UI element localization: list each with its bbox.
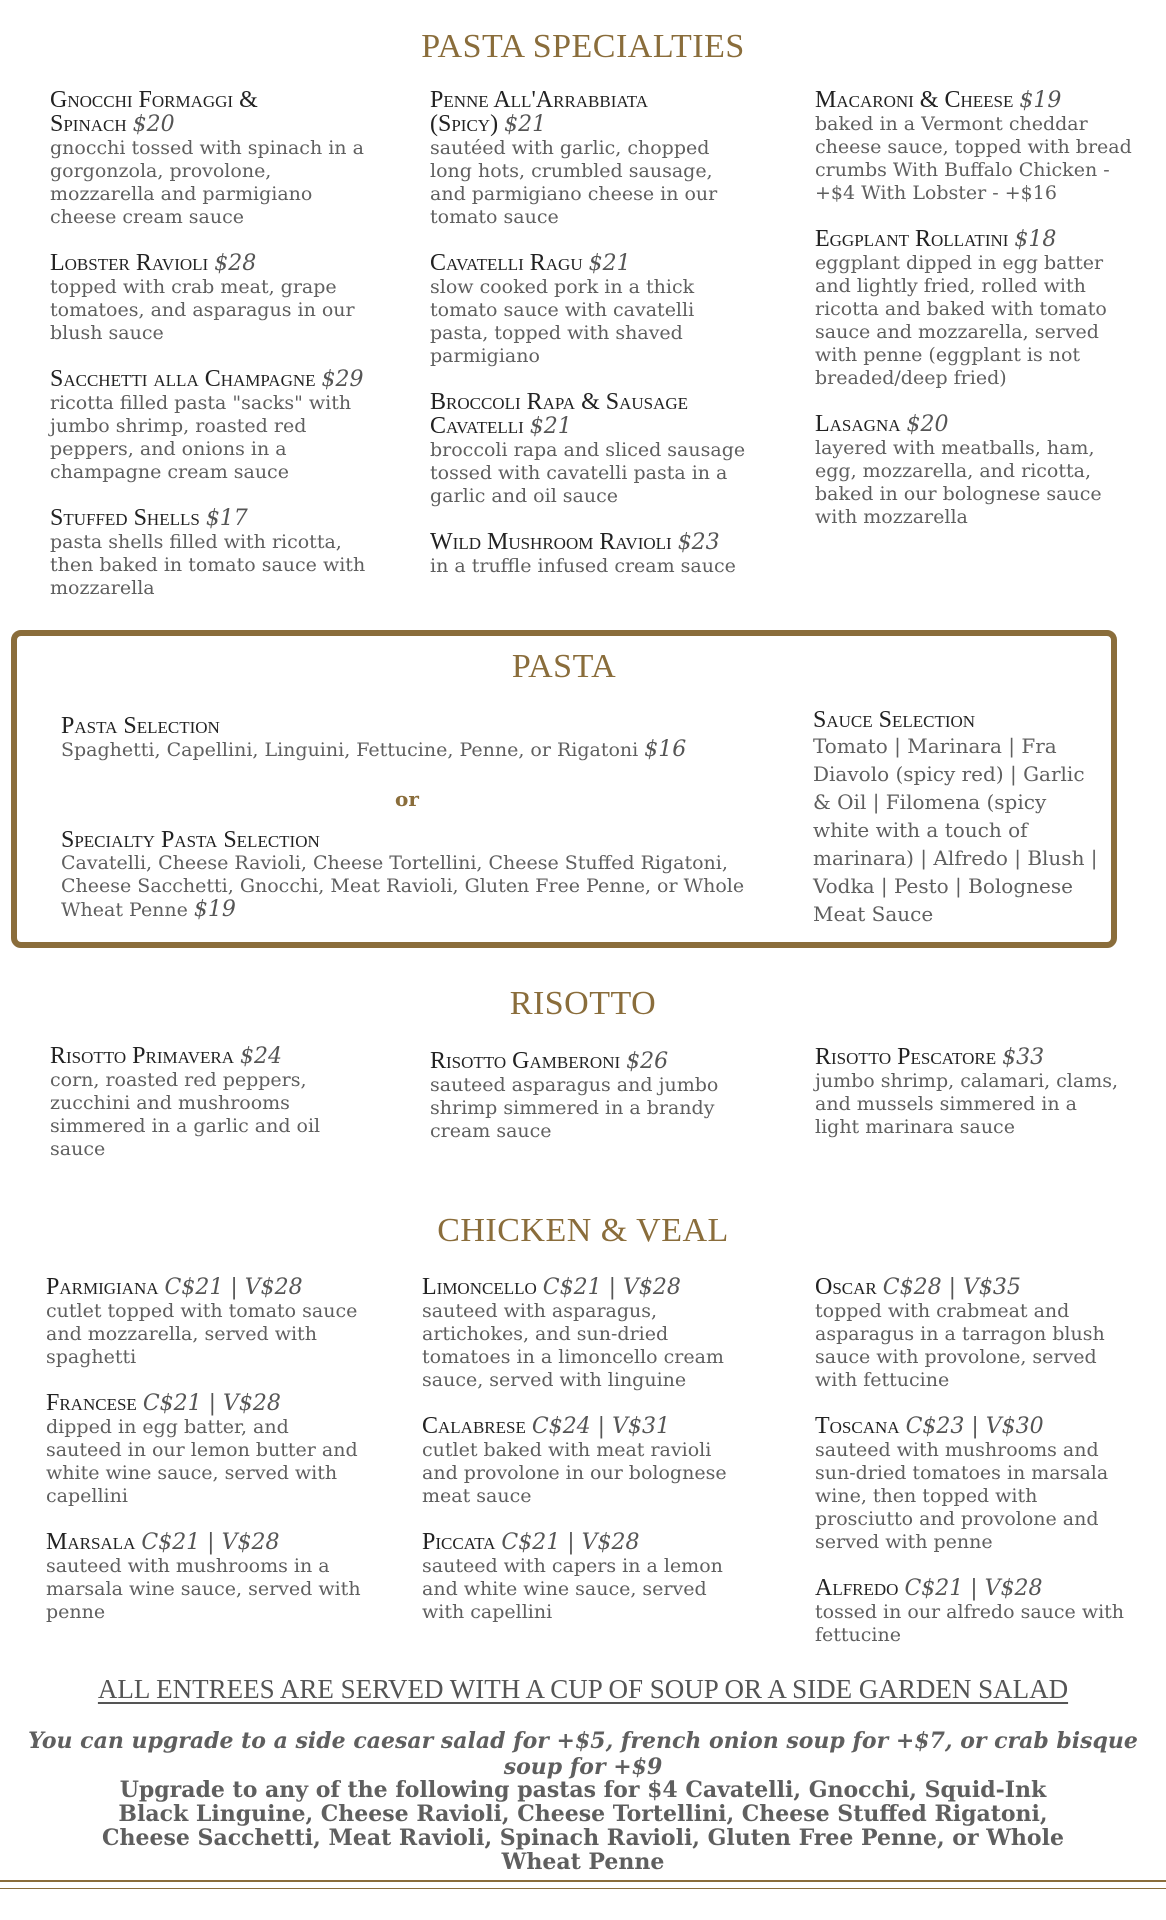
item-desc: baked in a Vermont cheddar cheese sauce, topped with bread crumbs With Buffalo Chicken - +$4 With Lobster - +$16 [815, 113, 1132, 204]
menu-item [430, 530, 750, 578]
menu-item [815, 1275, 1135, 1392]
item-desc: ricotta filled pasta "sacks" with jumbo shrimp, roasted red peppers, and onions in a champagne cream sauce [50, 392, 352, 483]
menu-item [430, 390, 750, 508]
item-name: Cavatelli Ragu [430, 250, 583, 276]
or-label: or [395, 787, 419, 811]
item-desc: slow cooked pork in a thick tomato sauce with cavatelli pasta, topped with shaved parmigiano [430, 276, 695, 367]
menu-item [430, 251, 750, 368]
item-price: $33 [1002, 1045, 1045, 1070]
item-desc: jumbo shrimp, calamari, clams, and mussels simmered in a light marinara sauce [815, 1070, 1118, 1138]
chicken-veal-col2 [422, 1275, 742, 1646]
item-price: $18 [1014, 227, 1057, 252]
pasta-upgrade-note: Upgrade to any of the following pastas for $4 Cavatelli, Gnocchi, Squid-Ink Black Linguine, Cheese Ravioli, Cheese Tortellini, Cheese Stuffed Rigatoni, Cheese Sacchetti, Meat Ravioli, Spinach Ravioli, Gluten Free Penne, or Whole Wheat Penne [102, 1777, 1064, 1875]
pasta-selection-desc [61, 738, 761, 762]
specialty-pasta-name: Specialty Pasta Selection [61, 827, 320, 853]
item-desc: corn, roasted red peppers, zucchini and mushrooms simmered in a garlic and oil sauce [50, 1069, 321, 1160]
item-price: $26 [626, 1049, 669, 1074]
menu-item [422, 1275, 742, 1392]
item-name: Lasagna [815, 411, 901, 437]
chicken-veal-col3 [815, 1275, 1135, 1669]
item-name: Calabrese [422, 1413, 526, 1439]
upgrade-note: You can upgrade to a side caesar salad for +$5, french onion soup for +$7, or crab bisque soup for +$9 [28, 1728, 1138, 1780]
pasta-specialties-col3 [815, 88, 1135, 551]
specialty-pasta-desc [61, 852, 761, 922]
risotto-col2 [430, 1049, 730, 1165]
pasta-specialties-title: PASTA SPECIALTIES [421, 28, 745, 65]
specialty-pasta-selection [61, 828, 761, 922]
menu-item [815, 1414, 1135, 1554]
sauce-selection-desc: Tomato | Marinara | Fra Diavolo (spicy red) | Garlic & Oil | Filomena (spicy white with a touch of marinara) | Alfredo | Blush | Vodka | Pesto | Bolognese Meat Sauce [813, 734, 1098, 926]
item-price: C$21 | V$28 [501, 1530, 640, 1555]
item-name: Limoncello [422, 1274, 537, 1300]
entrees-note: ALL ENTREES ARE SERVED WITH A CUP OF SOUP OR A SIDE GARDEN SALAD [97, 1674, 1069, 1704]
pasta-title: PASTA [511, 648, 617, 685]
pasta-specialties-col2 [430, 88, 750, 600]
item-price: $17 [205, 506, 248, 531]
item-price: $20 [906, 412, 949, 437]
risotto-title: RISOTTO [509, 985, 657, 1022]
pasta-selection-price: $16 [644, 737, 687, 762]
item-name: Broccoli Rapa & Sausage Cavatelli [430, 389, 689, 439]
pasta-selection-name: Pasta Selection [61, 713, 220, 739]
pasta-specialties-col1 [50, 88, 370, 622]
menu-item [430, 1049, 730, 1143]
chicken-veal-col1 [46, 1275, 366, 1646]
item-desc: cutlet topped with tomato sauce and mozzarella, served with spaghetti [46, 1300, 358, 1368]
menu-item [815, 412, 1135, 529]
item-name: Marsala [46, 1529, 136, 1555]
item-desc: layered with meatballs, ham, egg, mozzarella, and ricotta, baked in our bolognese sauce with mozzarella [815, 437, 1102, 528]
item-price: C$21 | V$28 [142, 1391, 281, 1416]
item-name: Penne All'Arrabbiata (Spicy) [430, 87, 649, 137]
menu-item [815, 1045, 1125, 1139]
item-price: $20 [132, 112, 175, 137]
item-name: Wild Mushroom Ravioli [430, 529, 672, 555]
item-price: $28 [214, 251, 257, 276]
specialty-pasta-price: $19 [193, 897, 236, 922]
item-desc: sauteed asparagus and jumbo shrimp simmered in a brandy cream sauce [430, 1074, 719, 1142]
item-desc: tossed in our alfredo sauce with fettucine [815, 1601, 1125, 1646]
menu-item [50, 1044, 370, 1161]
item-price: C$21 | V$28 [904, 1576, 1043, 1601]
menu-item [422, 1414, 742, 1508]
sauce-selection [813, 708, 1103, 928]
item-price: $21 [588, 251, 631, 276]
item-name: Macaroni & Cheese [815, 87, 1014, 113]
menu-item [46, 1391, 366, 1508]
item-name: Eggplant Rollatini [815, 226, 1009, 252]
menu-item [46, 1530, 366, 1624]
item-desc: in a truffle infused cream sauce [430, 555, 736, 577]
bottom-divider-thin [0, 1888, 1166, 1889]
menu-item [430, 88, 750, 229]
item-name: Oscar [815, 1274, 877, 1300]
item-desc: eggplant dipped in egg batter and lightly fried, rolled with ricotta and baked with tomato sauce and mozzarella, served with penne (eggplant is not breaded/deep fried) [815, 252, 1107, 389]
menu-item [50, 88, 370, 229]
item-price: $29 [321, 367, 364, 392]
item-price: C$21 | V$28 [542, 1275, 681, 1300]
item-price: $21 [529, 414, 572, 439]
item-name: Lobster Ravioli [50, 250, 209, 276]
menu-item [46, 1275, 366, 1369]
item-price: $21 [504, 112, 547, 137]
bottom-divider [0, 1880, 1166, 1882]
item-price: C$28 | V$35 [882, 1275, 1021, 1300]
item-desc: broccoli rapa and sliced sausage tossed with cavatelli pasta in a garlic and oil sauce [430, 439, 746, 507]
item-desc: sautéed with garlic, chopped long hots, crumbled sausage, and parmigiano cheese in our tomato sauce [430, 137, 718, 228]
item-name: Toscana [815, 1413, 900, 1439]
item-desc: topped with crab meat, grape tomatoes, and asparagus in our blush sauce [50, 276, 355, 344]
specialty-pasta-list: Cavatelli, Cheese Ravioli, Cheese Tortellini, Cheese Stuffed Rigatoni, Cheese Sacchetti, Gnocchi, Meat Ravioli, Gluten Free Penne, or Whole Wheat Penne [61, 852, 745, 921]
pasta-selection [61, 714, 761, 762]
item-desc: cutlet baked with meat ravioli and provolone in our bolognese meat sauce [422, 1439, 727, 1507]
item-name: Gnocchi Formaggi & Spinach [50, 87, 258, 137]
sauce-selection-name: Sauce Selection [813, 707, 976, 733]
item-desc: sauteed with asparagus, artichokes, and sun-dried tomatoes in a limoncello cream sauce, served with linguine [422, 1300, 724, 1391]
risotto-col1 [50, 1044, 370, 1183]
item-name: Risotto Pescatore [815, 1044, 997, 1070]
item-name: Risotto Primavera [50, 1043, 234, 1069]
item-name: Stuffed Shells [50, 505, 200, 531]
pasta-selection-box [11, 630, 1117, 948]
menu-item [50, 367, 370, 484]
item-name: Parmigiana [46, 1274, 159, 1300]
item-name: Risotto Gamberoni [430, 1048, 621, 1074]
item-name: Sacchetti alla Champagne [50, 366, 316, 392]
item-price: $19 [1019, 88, 1062, 113]
menu-item [50, 251, 370, 345]
item-name: Francese [46, 1390, 137, 1416]
item-price: $23 [677, 530, 720, 555]
item-price: C$21 | V$28 [141, 1530, 280, 1555]
item-desc: gnocchi tossed with spinach in a gorgonzola, provolone, mozzarella and parmigiano cheese cream sauce [50, 137, 364, 228]
item-name: Piccata [422, 1529, 496, 1555]
item-desc: dipped in egg batter, and sauteed in our lemon butter and white wine sauce, served with capellini [46, 1416, 358, 1507]
item-desc: topped with crabmeat and asparagus in a tarragon blush sauce with provolone, served with fettucine [815, 1300, 1105, 1391]
item-price: C$23 | V$30 [905, 1414, 1044, 1439]
item-desc: sauteed with mushrooms and sun-dried tomatoes in marsala wine, then topped with prosciutto and provolone and served with penne [815, 1439, 1109, 1553]
menu-item [815, 227, 1135, 390]
item-name: Alfredo [815, 1575, 899, 1601]
item-price: C$21 | V$28 [164, 1275, 303, 1300]
item-desc: sauteed with mushrooms in a marsala wine sauce, served with penne [46, 1555, 361, 1623]
item-price: $24 [239, 1044, 282, 1069]
menu-item [815, 1576, 1135, 1647]
menu-item [50, 506, 370, 600]
item-price: C$24 | V$31 [531, 1414, 670, 1439]
chicken-veal-title: CHICKEN & VEAL [437, 1212, 729, 1249]
pasta-selection-list: Spaghetti, Capellini, Linguini, Fettucine, Penne, or Rigatoni [61, 739, 639, 761]
menu-item [422, 1530, 742, 1624]
item-desc: pasta shells filled with ricotta, then baked in tomato sauce with mozzarella [50, 531, 366, 599]
item-desc: sauteed with capers in a lemon and white wine sauce, served with capellini [422, 1555, 723, 1623]
risotto-col3 [815, 1045, 1125, 1161]
menu-item [815, 88, 1135, 205]
